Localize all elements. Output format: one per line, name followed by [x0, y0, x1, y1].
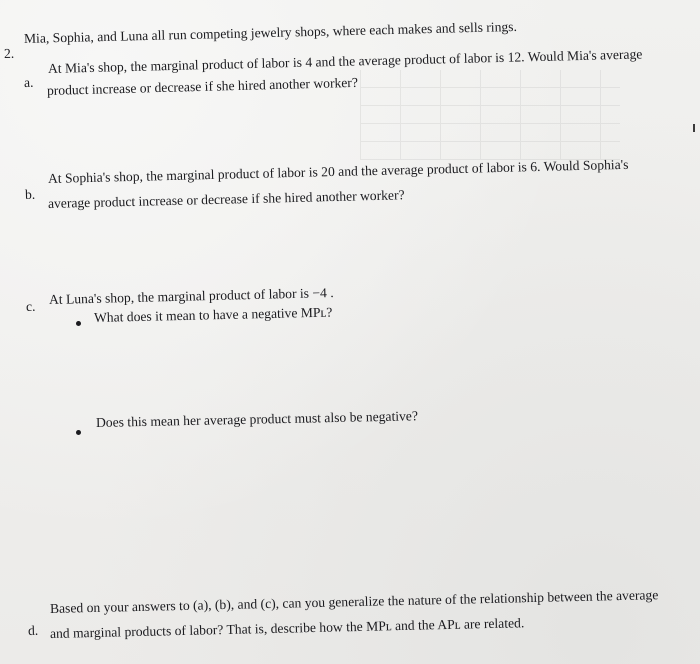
- part-d-line-1: Based on your answers to (a), (b), and (c), can you generalize the nature of the relationship between the average: [49, 587, 659, 616]
- page-edge-mark: [693, 124, 695, 132]
- part-b-label: b.: [24, 186, 36, 202]
- part-a-label: a.: [23, 74, 34, 90]
- part-c-line-1: At Luna's shop, the marginal product of labor is −4 .: [48, 285, 334, 307]
- part-d-label: d.: [27, 622, 39, 638]
- part-c-label: c.: [25, 298, 36, 314]
- part-a-line-2: product increase or decrease if she hired another worker?: [46, 74, 359, 98]
- part-c-bullet-2: Does this mean her average product must also be negative?: [95, 408, 419, 430]
- bleed-through-grid: [360, 70, 620, 160]
- part-d-line-2: and marginal products of labor? That is, describe how the MPʟ and the APʟ are related.: [49, 615, 525, 641]
- question-stem: Mia, Sophia, and Luna all run competing jewelry shops, where each makes and sells rings.: [23, 18, 518, 46]
- bullet-icon: [76, 430, 81, 435]
- part-a-line-1: At Mia's shop, the marginal product of labor is 4 and the average product of labor is 12. Would Mia's average: [47, 46, 643, 76]
- part-c-bullet-1: What does it mean to have a negative MPʟ?: [93, 304, 333, 325]
- bullet-icon: [76, 321, 81, 326]
- part-b-line-2: average product increase or decrease if she hired another worker?: [47, 187, 405, 211]
- part-b-line-1: At Sophia's shop, the marginal product of labor is 20 and the average product of labor is 6. Would Sophia's: [47, 156, 629, 186]
- question-number: 2.: [3, 45, 15, 61]
